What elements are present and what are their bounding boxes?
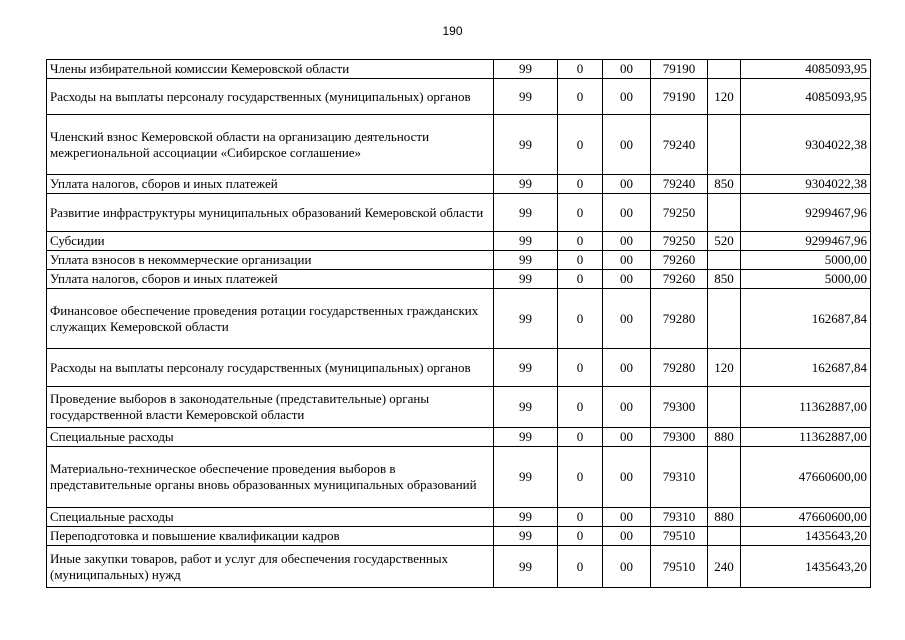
row-name-cell: Расходы на выплаты персоналу государственных (муниципальных) органов: [47, 349, 494, 387]
row-code-direction-cell: 79310: [651, 508, 708, 527]
row-code-section-cell: 99: [494, 194, 558, 232]
row-amount-cell: 5000,00: [741, 251, 871, 270]
page-number: 190: [442, 24, 463, 38]
row-code-section-cell: 99: [494, 232, 558, 251]
row-code-subprogram-cell: 00: [603, 428, 651, 447]
row-code-section-cell: 99: [494, 349, 558, 387]
budget-table: [46, 59, 871, 588]
table-row: [47, 232, 871, 251]
row-code-subprogram-cell: 00: [603, 546, 651, 588]
row-name-cell: Членский взнос Кемеровской области на организацию деятельности межрегиональной ассоциации «Сибирское соглашение»: [47, 115, 494, 175]
row-code-expense-type-cell: [708, 251, 741, 270]
row-code-expense-type-cell: 880: [708, 428, 741, 447]
row-code-program-cell: 0: [558, 194, 603, 232]
row-code-expense-type-cell: [708, 527, 741, 546]
row-code-expense-type-cell: 240: [708, 546, 741, 588]
row-code-program-cell: 0: [558, 387, 603, 428]
table-row: [47, 508, 871, 527]
row-code-expense-type-cell: [708, 115, 741, 175]
row-code-expense-type-cell: 520: [708, 232, 741, 251]
row-code-program-cell: 0: [558, 428, 603, 447]
row-code-direction-cell: 79260: [651, 251, 708, 270]
row-code-expense-type-cell: 850: [708, 270, 741, 289]
row-code-expense-type-cell: [708, 387, 741, 428]
row-code-program-cell: 0: [558, 115, 603, 175]
row-code-subprogram-cell: 00: [603, 270, 651, 289]
row-amount-cell: 1435643,20: [741, 546, 871, 588]
row-name-cell: Иные закупки товаров, работ и услуг для обеспечения государственных (муниципальных) нужд: [47, 546, 494, 588]
table-row: [47, 546, 871, 588]
row-code-direction-cell: 79510: [651, 527, 708, 546]
row-code-direction-cell: 79190: [651, 79, 708, 115]
row-code-section-cell: 99: [494, 527, 558, 546]
row-code-program-cell: 0: [558, 349, 603, 387]
row-name-cell: Финансовое обеспечение проведения ротации государственных гражданских служащих Кемеровской области: [47, 289, 494, 349]
row-name-cell: Уплата налогов, сборов и иных платежей: [47, 175, 494, 194]
row-amount-cell: 9299467,96: [741, 232, 871, 251]
row-code-program-cell: 0: [558, 527, 603, 546]
row-code-expense-type-cell: 120: [708, 349, 741, 387]
table-row: [47, 349, 871, 387]
table-row: [47, 289, 871, 349]
table-row: [47, 194, 871, 232]
table-row: [47, 387, 871, 428]
row-code-direction-cell: 79280: [651, 349, 708, 387]
row-code-section-cell: 99: [494, 60, 558, 79]
row-name-cell: Переподготовка и повышение квалификации кадров: [47, 527, 494, 546]
row-amount-cell: 1435643,20: [741, 527, 871, 546]
row-name-cell: Проведение выборов в законодательные (представительные) органы государственной власти Кемеровской области: [47, 387, 494, 428]
row-code-section-cell: 99: [494, 387, 558, 428]
row-code-subprogram-cell: 00: [603, 232, 651, 251]
row-code-subprogram-cell: 00: [603, 508, 651, 527]
row-code-section-cell: 99: [494, 546, 558, 588]
row-code-expense-type-cell: [708, 194, 741, 232]
row-code-section-cell: 99: [494, 79, 558, 115]
table-row: [47, 251, 871, 270]
row-amount-cell: 9304022,38: [741, 175, 871, 194]
row-name-cell: Развитие инфраструктуры муниципальных образований Кемеровской области: [47, 194, 494, 232]
row-code-direction-cell: 79250: [651, 194, 708, 232]
row-amount-cell: 162687,84: [741, 289, 871, 349]
row-code-direction-cell: 79190: [651, 60, 708, 79]
row-code-subprogram-cell: 00: [603, 194, 651, 232]
row-code-program-cell: 0: [558, 60, 603, 79]
row-code-program-cell: 0: [558, 447, 603, 508]
row-code-subprogram-cell: 00: [603, 251, 651, 270]
row-code-expense-type-cell: 120: [708, 79, 741, 115]
row-code-direction-cell: 79240: [651, 175, 708, 194]
row-code-section-cell: 99: [494, 508, 558, 527]
table-row: [47, 79, 871, 115]
row-code-section-cell: 99: [494, 289, 558, 349]
row-name-cell: Уплата взносов в некоммерческие организации: [47, 251, 494, 270]
row-amount-cell: 4085093,95: [741, 60, 871, 79]
row-amount-cell: 9304022,38: [741, 115, 871, 175]
row-name-cell: Материально-техническое обеспечение проведения выборов в представительные органы вновь образованных муниципальных образований: [47, 447, 494, 508]
table-row: [47, 175, 871, 194]
row-amount-cell: 4085093,95: [741, 79, 871, 115]
row-amount-cell: 47660600,00: [741, 447, 871, 508]
row-code-subprogram-cell: 00: [603, 387, 651, 428]
row-code-subprogram-cell: 00: [603, 175, 651, 194]
table-row: [47, 527, 871, 546]
row-code-expense-type-cell: 880: [708, 508, 741, 527]
row-code-direction-cell: 79300: [651, 387, 708, 428]
row-code-subprogram-cell: 00: [603, 447, 651, 508]
row-code-subprogram-cell: 00: [603, 60, 651, 79]
table-row: [47, 115, 871, 175]
row-code-direction-cell: 79240: [651, 115, 708, 175]
table-body: [47, 60, 871, 588]
row-code-subprogram-cell: 00: [603, 115, 651, 175]
row-amount-cell: 47660600,00: [741, 508, 871, 527]
row-code-program-cell: 0: [558, 546, 603, 588]
table-row: [47, 447, 871, 508]
row-code-expense-type-cell: [708, 447, 741, 508]
row-amount-cell: 162687,84: [741, 349, 871, 387]
row-code-program-cell: 0: [558, 232, 603, 251]
row-name-cell: Специальные расходы: [47, 508, 494, 527]
row-code-direction-cell: 79510: [651, 546, 708, 588]
row-code-expense-type-cell: [708, 289, 741, 349]
row-code-direction-cell: 79250: [651, 232, 708, 251]
row-code-program-cell: 0: [558, 508, 603, 527]
row-amount-cell: 5000,00: [741, 270, 871, 289]
row-code-section-cell: 99: [494, 270, 558, 289]
row-code-program-cell: 0: [558, 251, 603, 270]
row-code-program-cell: 0: [558, 79, 603, 115]
row-amount-cell: 9299467,96: [741, 194, 871, 232]
row-code-direction-cell: 79300: [651, 428, 708, 447]
row-code-section-cell: 99: [494, 115, 558, 175]
row-code-expense-type-cell: [708, 60, 741, 79]
row-code-subprogram-cell: 00: [603, 349, 651, 387]
row-name-cell: Расходы на выплаты персоналу государственных (муниципальных) органов: [47, 79, 494, 115]
row-code-direction-cell: 79310: [651, 447, 708, 508]
row-code-direction-cell: 79280: [651, 289, 708, 349]
row-code-subprogram-cell: 00: [603, 79, 651, 115]
row-code-program-cell: 0: [558, 270, 603, 289]
table-row: [47, 428, 871, 447]
row-code-expense-type-cell: 850: [708, 175, 741, 194]
row-code-direction-cell: 79260: [651, 270, 708, 289]
row-name-cell: Специальные расходы: [47, 428, 494, 447]
table-row: [47, 60, 871, 79]
row-code-subprogram-cell: 00: [603, 527, 651, 546]
row-code-section-cell: 99: [494, 251, 558, 270]
row-name-cell: Члены избирательной комиссии Кемеровской области: [47, 60, 494, 79]
row-code-program-cell: 0: [558, 289, 603, 349]
row-name-cell: Уплата налогов, сборов и иных платежей: [47, 270, 494, 289]
row-name-cell: Субсидии: [47, 232, 494, 251]
row-code-subprogram-cell: 00: [603, 289, 651, 349]
row-amount-cell: 11362887,00: [741, 428, 871, 447]
table-row: [47, 270, 871, 289]
row-code-section-cell: 99: [494, 447, 558, 508]
row-code-program-cell: 0: [558, 175, 603, 194]
row-code-section-cell: 99: [494, 175, 558, 194]
row-amount-cell: 11362887,00: [741, 387, 871, 428]
row-code-section-cell: 99: [494, 428, 558, 447]
